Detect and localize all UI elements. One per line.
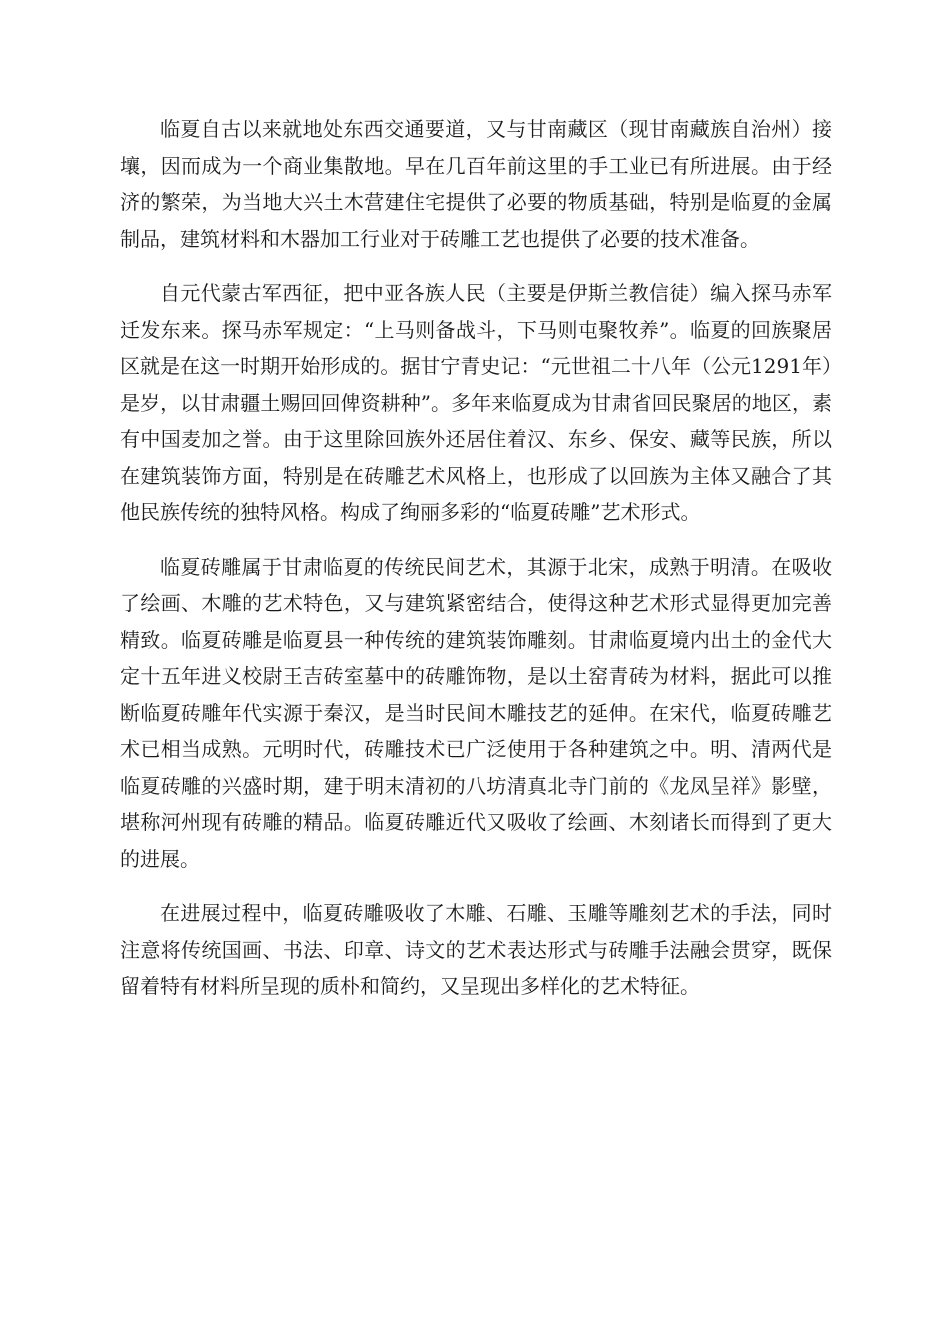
document-body xyxy=(120,111,832,1023)
paragraph-artistic-development: 在进展过程中，临夏砖雕吸收了木雕、石雕、玉雕等雕刻艺术的手法，同时注意将传统国画、书法、印章、诗文的艺术表达形式与砖雕手法融会贯穿，既保留着特有材料所呈现的质朴和简约，又呈现出多样化的艺术特征。 xyxy=(120,901,832,998)
paragraph-trade-history: 临夏自古以来就地处东西交通要道，又与甘南藏区（现甘南藏族自治州）接壤，因而成为一个商业集散地。早在几百年前这里的手工业已有所进展。由于经济的繁荣，为当地大兴土木营建住宅提供了必要的物质基础，特别是临夏的金属制品，建筑材料和木器加工行业对于砖雕工艺也提供了必要的技术准备。 xyxy=(120,117,832,251)
paragraph-brick-carving-origin: 临夏砖雕属于甘肃临夏的传统民间艺术，其源于北宋，成熟于明清。在吸收了绘画、木雕的艺术特色，又与建筑紧密结合，使得这种艺术形式显得更加完善精致。临夏砖雕是临夏县一种传统的建筑装饰雕刻。甘肃临夏境内出土的金代大定十五年进义校尉王吉砖室墓中的砖雕饰物，是以土窑青砖为材料，据此可以推断临夏砖雕年代实源于秦汉，是当时民间木雕技艺的延伸。在宋代，临夏砖雕艺术已相当成熟。元明时代，砖雕技术已广泛使用于各种建筑之中。明、清两代是临夏砖雕的兴盛时期，建于明末清初的八坊清真北寺门前的《龙凤呈祥》影壁，堪称河州现有砖雕的精品。临夏砖雕近代又吸收了绘画、木刻诸长而得到了更大的进展。 xyxy=(120,554,832,871)
paragraph-hui-settlement: 自元代蒙古军西征，把中亚各族人民（主要是伊斯兰教信徒）编入探马赤军迁发东来。探马赤军规定：“上马则备战斗，下马则屯聚牧养”。临夏的回族聚居区就是在这一时期开始形成的。据甘宁青史记：“元世祖二十八年（公元1291年）是岁，以甘肃疆土赐回回俾资耕种”。多年来临夏成为甘肃省回民聚居的地区，素有中国麦加之誉。由于这里除回族外还居住着汉、东乡、保安、藏等民族，所以在建筑装饰方面，特别是在砖雕艺术风格上，也形成了以回族为主体又融合了其他民族传统的独特风格。构成了绚丽多彩的“临夏砖雕”艺术形式。 xyxy=(120,281,832,524)
